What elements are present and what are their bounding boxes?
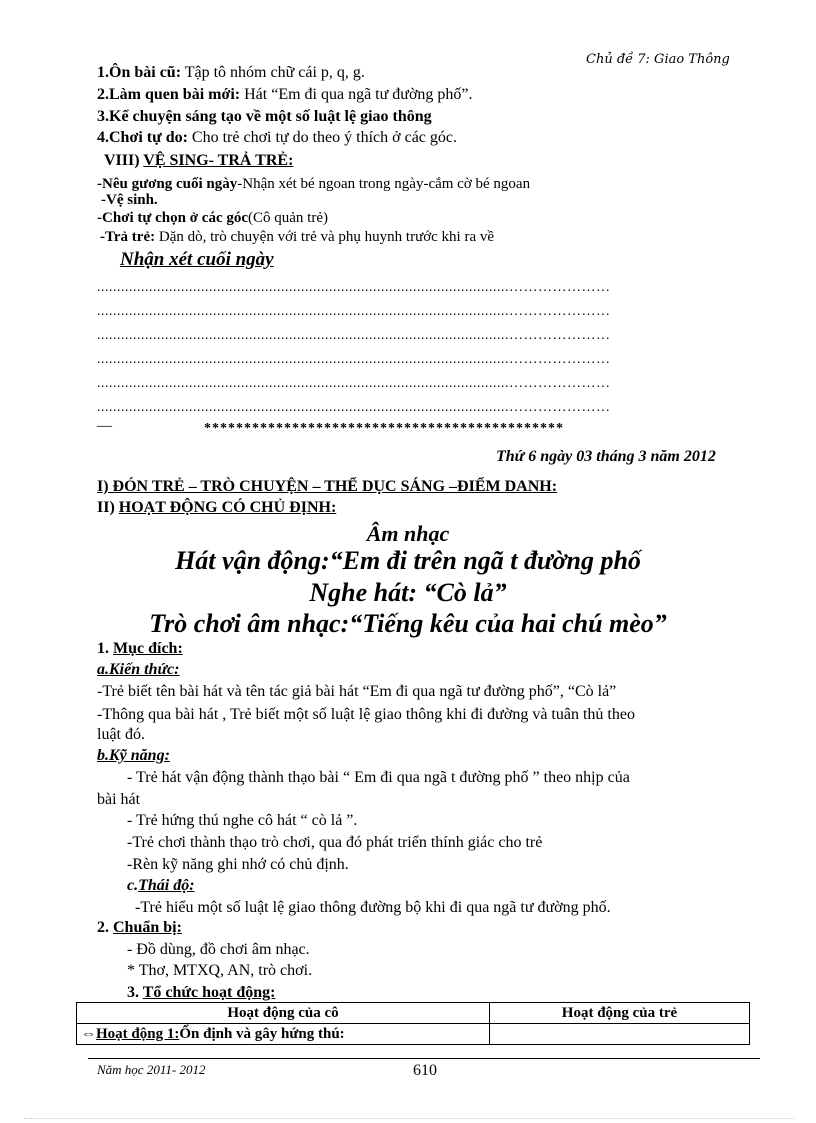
double-arrow-icon: ⇔: [81, 1025, 96, 1042]
subject-title: Âm nhạc: [366, 521, 450, 546]
section-8-line-2: -Vệ sinh.: [101, 192, 158, 208]
activity-table: [76, 1002, 750, 1045]
end-of-day-title: Nhận xét cuối ngày: [120, 249, 274, 270]
dotted-line: .......................................................................................................…………………: [97, 352, 611, 367]
review-item-1: 1.Ôn bài cũ: Tập tô nhóm chữ cái p, q, g.: [97, 64, 365, 81]
separator-stars: *********************************************: [204, 421, 564, 436]
review-item-3: 3.Kể chuyện sáng tạo về một số luật lệ giao thông: [97, 108, 432, 125]
date-line: Thứ 6 ngày 03 tháng 3 năm 2012: [496, 448, 716, 465]
skills-line-2: - Trẻ hứng thú nghe cô hát “ cò lả ”.: [127, 812, 358, 829]
col-child-header: Hoạt động của trẻ: [490, 1003, 750, 1024]
section-8-line-1: -Nêu gương cuối ngày-Nhận xét bé ngoan trong ngày-cắm cờ bé ngoan: [97, 176, 531, 192]
org-heading: 3. Tổ chức hoạt động:: [127, 984, 276, 1001]
section-8-line-3: -Chơi tự chọn ở các góc(Cô quản trẻ): [97, 210, 328, 226]
table-header-row: [77, 1003, 750, 1024]
knowledge-line-2: -Thông qua bài hát , Trẻ biết một số luật lệ giao thông khi đi đường và tuân thủ theo: [97, 706, 635, 723]
section-8-line-4: -Trả trẻ: Dặn dò, trò chuyện với trẻ và phụ huynh trước khi ra về: [100, 229, 495, 245]
attitude-line-1: -Trẻ hiểu một số luật lệ giao thông đường bộ khi đi qua ngã tư đường phố.: [135, 899, 611, 916]
song-title-1: Hát vận động:“Em đi trên ngã t đường phố: [175, 546, 641, 575]
page-number: 610: [413, 1062, 437, 1079]
attitude-heading: c.Thái độ:: [127, 877, 195, 894]
footer-rule: [88, 1058, 760, 1059]
song-title-2: Nghe hát: “Cò lả”: [309, 578, 507, 607]
knowledge-heading: a.Kiến thức:: [97, 661, 180, 678]
prep-line-1: - Đồ dùng, đồ chơi âm nhạc.: [127, 941, 310, 958]
page-edge: [24, 1118, 794, 1119]
dotted-line: .......................................................................................................…………………: [97, 304, 611, 319]
part-1-heading: I) ĐÓN TRẺ – TRÒ CHUYỆN – THỂ DỤC SÁNG –ĐIỂM DANH:: [97, 478, 558, 495]
col-teacher-header: Hoạt động của cô: [77, 1003, 490, 1024]
review-item-4: 4.Chơi tự do: Cho trẻ chơi tự do theo ý thích ở các góc.: [97, 129, 457, 146]
activity-1-child-cell: [490, 1024, 750, 1045]
game-title: Trò chơi âm nhạc:“Tiếng kêu của hai chú mèo”: [149, 609, 667, 638]
separator-dash: —: [97, 418, 112, 434]
skills-line-4: -Rèn kỹ năng ghi nhớ có chủ định.: [127, 856, 349, 873]
knowledge-line-2-cont: luật đó.: [97, 726, 145, 743]
table-row: [77, 1024, 750, 1045]
skills-line-3: -Trẻ chơi thành thạo trò chơi, qua đó phát triển thính giác cho trẻ: [127, 834, 543, 851]
activity-1-cell: ⇔Hoạt động 1:Ổn định và gây hứng thú:: [77, 1024, 490, 1045]
topic-header: Chủ đề 7: Giao Thông: [586, 52, 730, 67]
dotted-line: .......................................................................................................…………………: [97, 280, 611, 295]
prep-heading: 2. Chuẩn bị:: [97, 919, 182, 936]
goals-heading: 1. Mục đích:: [97, 640, 183, 657]
school-year: Năm học 2011- 2012: [97, 1062, 206, 1077]
dotted-line: .......................................................................................................…………………: [97, 400, 611, 415]
review-item-2: 2.Làm quen bài mới: Hát “Em đi qua ngã tư đường phố”.: [97, 86, 473, 103]
skills-heading: b.Kỹ năng:: [97, 747, 170, 764]
prep-line-2: * Thơ, MTXQ, AN, trò chơi.: [127, 962, 313, 979]
skills-line-1-cont: bài hát: [97, 791, 141, 808]
part-2-heading: II) HOẠT ĐỘNG CÓ CHỦ ĐỊNH:: [97, 499, 337, 516]
dotted-line: .......................................................................................................…………………: [97, 328, 611, 343]
skills-line-1: - Trẻ hát vận động thành thạo bài “ Em đi qua ngã t đường phố ” theo nhịp của: [127, 769, 630, 786]
knowledge-line-1: -Trẻ biết tên bài hát và tên tác giả bài hát “Em đi qua ngã tư đường phố”, “Cò lả”: [97, 683, 617, 700]
dotted-line: .......................................................................................................…………………: [97, 376, 611, 391]
section-8-heading: VIII) VỆ SING- TRẢ TRẺ:: [104, 152, 294, 169]
